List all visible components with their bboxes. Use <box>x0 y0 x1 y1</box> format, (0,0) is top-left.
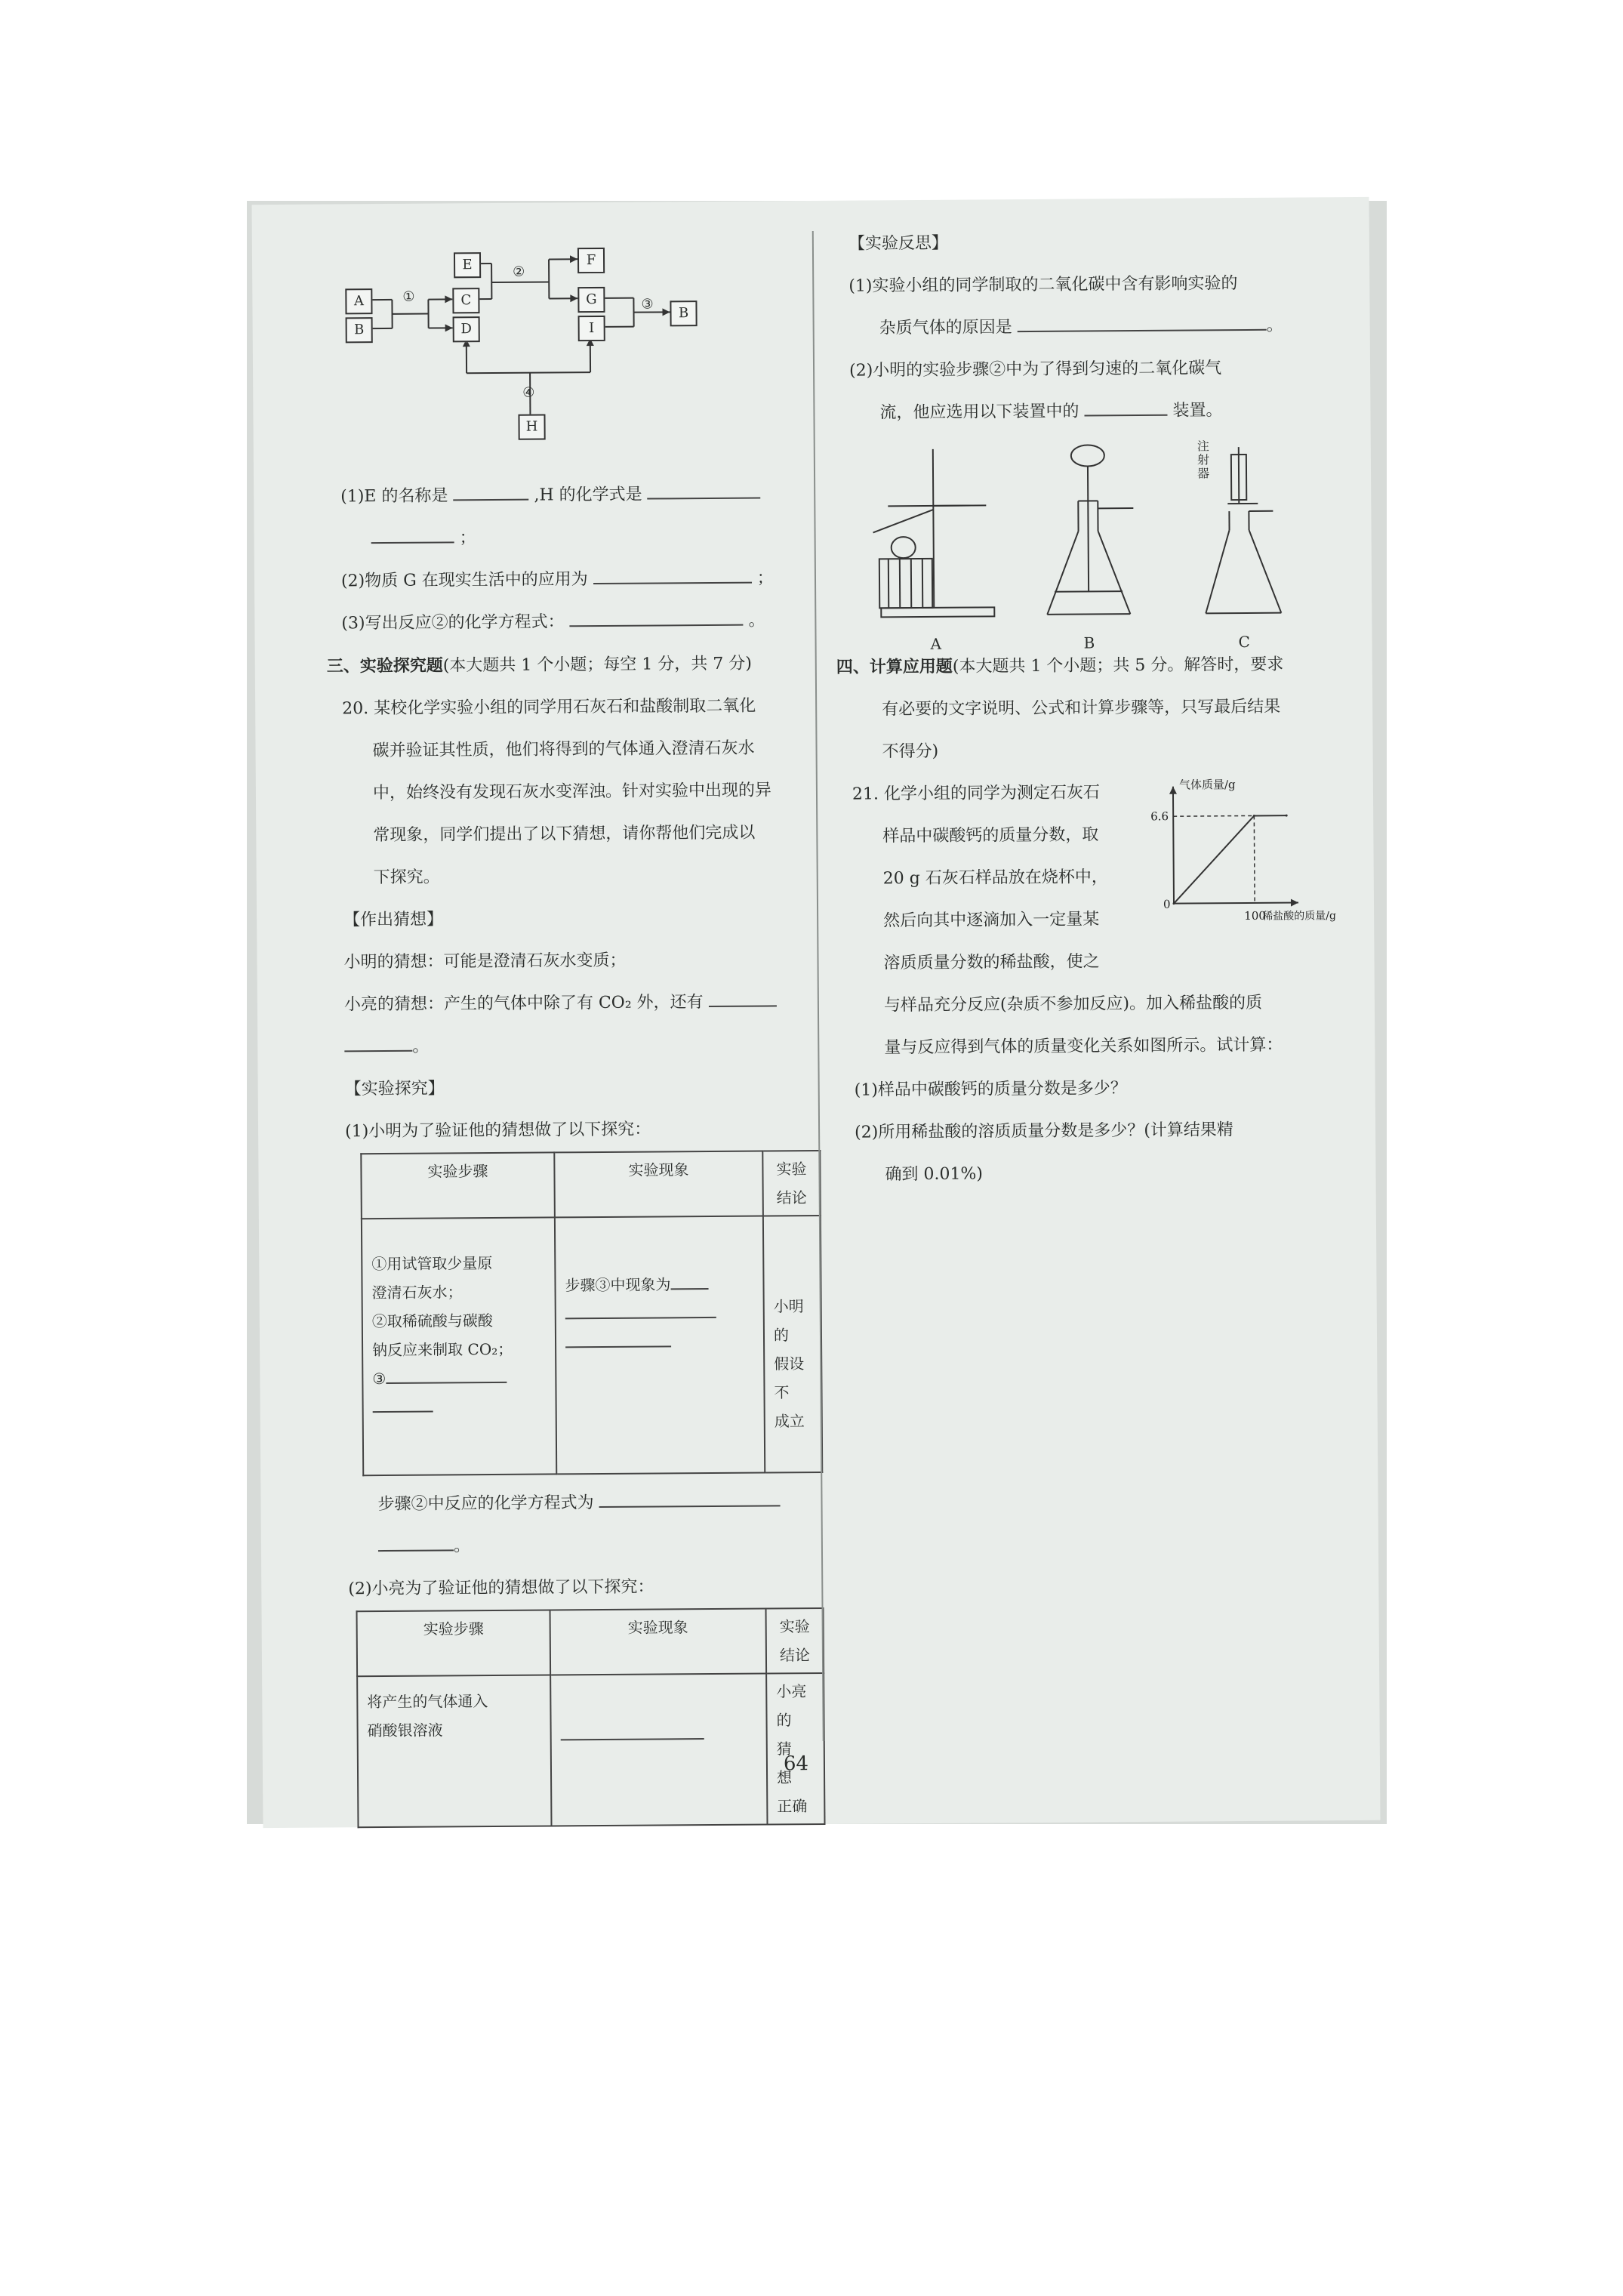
q19-part1-end: ； <box>459 529 476 548</box>
section3-note: (本大题共 1 个小题；每空 1 分，共 7 分) <box>442 654 753 676</box>
table1-step-3-label: ③ <box>372 1369 387 1388</box>
table2-conclusion-line-1: 小亮的 <box>776 1682 807 1730</box>
table1-header-row <box>361 1151 821 1219</box>
table1-row <box>362 1216 822 1475</box>
node-c: C <box>452 288 479 313</box>
chart-data-point <box>1286 815 1288 817</box>
section4-heading: 四、计算应用题 <box>836 656 953 677</box>
answer-blank-e-name[interactable] <box>453 482 528 501</box>
table1-step-line-6 <box>373 1392 547 1422</box>
apparatus-label-b: B <box>1083 633 1095 652</box>
reflection-item2-end: 装置。 <box>1172 401 1223 421</box>
answer-blank-apparatus-choice[interactable] <box>1084 398 1167 417</box>
apparatus-label-c: C <box>1238 632 1250 652</box>
apparatus-drawing <box>835 431 1320 646</box>
q21-line-4: 然后向其中逐滴加入一定量某 <box>883 910 1100 931</box>
reflection-item1-line-1: (1)实验小组的同学制取的二氧化碳中含有影响实验的 <box>848 274 1238 296</box>
table1-conclusion-cell <box>763 1216 822 1473</box>
section3-heading: 三、实验探究题 <box>326 655 443 676</box>
q19-part3-text: (3)写出反应②的化学方程式： <box>341 612 565 633</box>
answer-blank-table2-phenomenon[interactable] <box>561 1721 704 1740</box>
table1-phenomenon-text: 步骤③中现象为 <box>565 1275 671 1295</box>
answer-blank-g-use[interactable] <box>593 566 752 584</box>
table1-phenomenon-line <box>565 1270 753 1300</box>
flowchart-arrows <box>324 223 793 476</box>
table2-header-phenomenon: 实验现象 <box>550 1608 767 1675</box>
photo-frame <box>247 201 1387 1824</box>
reflection-item2-text: 流，他应选用以下装置中的 <box>879 402 1079 423</box>
reflection-item1-text: 杂质气体的原因是 <box>879 318 1012 338</box>
reaction-label-1: ① <box>402 288 415 305</box>
table1-header-steps: 实验步骤 <box>361 1152 555 1219</box>
answer-blank-step-3[interactable] <box>386 1365 507 1384</box>
table1-step-line-2: 澄清石灰水； <box>371 1283 463 1302</box>
chart-y-axis <box>1173 787 1174 904</box>
q19-part1-text-a: (1)E 的名称是 <box>340 486 448 507</box>
q20-intro-line-1: 20. 某校化学实验小组的同学用石灰石和盐酸制取二氧化 <box>342 696 756 719</box>
table2-header-conclusion: 实验结论 <box>766 1608 824 1674</box>
node-b: B <box>346 317 373 343</box>
table1-conclusion-line-3: 成立 <box>774 1412 805 1431</box>
q21-sub1: (1)样品中碳酸钙的质量分数是多少？ <box>854 1079 1127 1100</box>
q19-part1-continued <box>325 515 854 561</box>
table2-conclusion-line-2: 猜 想 <box>776 1740 807 1787</box>
chart-y-arrow <box>1169 787 1177 794</box>
section4-note-3: 不得分) <box>882 741 939 762</box>
q19-part1-text-b: ,H 的化学式是 <box>534 485 642 505</box>
q20-intro-line-4: 常现象，同学们提出了以下猜想，请你帮他们完成以 <box>373 823 756 846</box>
q19-part2-text: (2)物质 G 在现实生活中的应用为 <box>340 570 588 591</box>
q21-line-3: 20 g 石灰石样品放在烧杯中， <box>882 868 1108 889</box>
table1-header-conclusion: 实验结论 <box>762 1151 821 1216</box>
table2-step-line-1: 将产生的气体通入 <box>367 1692 488 1712</box>
page-number: 64 <box>783 1752 809 1776</box>
table1-phenomenon-line-3 <box>565 1327 754 1358</box>
table2-header-row <box>357 1608 824 1676</box>
table1-step-line-1: ①用试管取少量原 <box>371 1254 493 1274</box>
reaction-label-2: ② <box>513 264 525 280</box>
table2-steps-cell <box>357 1675 551 1827</box>
section4-note-1: (本大题共 1 个小题；共 5 分。解答时，要求 <box>952 655 1284 676</box>
answer-blank-other-gas-cont[interactable] <box>344 1034 412 1052</box>
table2-conclusion-cell <box>766 1673 824 1825</box>
chart-x-arrow <box>1291 899 1298 907</box>
node-e: E <box>454 252 481 278</box>
table1-phenomenon-cell <box>555 1216 765 1474</box>
section3-heading-line <box>327 642 855 689</box>
q21-sub2-line-2: 确到 0.01%) <box>885 1164 984 1185</box>
reflection-item2-line-1: (2)小明的实验步骤②中为了得到匀速的二氧化碳气 <box>848 359 1222 381</box>
q21-sub2-line-1: (2)所用稀盐酸的溶质质量分数是多少？(计算结果精 <box>855 1120 1233 1142</box>
hypothesis-heading: 【作出猜想】 <box>343 910 444 930</box>
reaction-label-4: ④ <box>522 384 535 401</box>
reflection-item2-line-2 <box>834 389 1347 435</box>
table2-row <box>357 1673 824 1827</box>
table1-phenomenon-line-2 <box>565 1299 754 1329</box>
q19-part3-end: 。 <box>748 611 765 630</box>
q19-part2 <box>326 557 855 603</box>
answer-blank-other-gas[interactable] <box>708 988 776 1007</box>
chart-data-point <box>1172 902 1175 905</box>
node-b-product: B <box>670 300 697 326</box>
xiaoming-hypothesis: 小明的猜想：可能是澄清石灰水变质； <box>343 951 627 972</box>
xiaoliang-hypothesis <box>329 981 858 1027</box>
table2-step-line-2: 硝酸银溶液 <box>367 1721 443 1740</box>
reaction-label-3: ③ <box>641 296 654 313</box>
table2-header-steps: 实验步骤 <box>357 1610 551 1676</box>
exam-page <box>252 197 1381 1828</box>
answer-blank-impurity-reason[interactable] <box>1018 313 1267 332</box>
table1-step-line-4: 钠反应来制取 CO₂； <box>372 1339 513 1360</box>
syringe-label: 注射器 <box>1196 439 1210 481</box>
table1-conclusion-line-1: 小明的 <box>773 1297 804 1345</box>
answer-blank-step-3-cont[interactable] <box>373 1395 433 1413</box>
answer-blank-equation-step-2-cont[interactable] <box>378 1533 454 1552</box>
explore-heading: 【实验探究】 <box>344 1079 445 1099</box>
xiaoliang-hypothesis-text: 小亮的猜想：产生的气体中除了有 CO₂ 外，还有 <box>343 993 704 1015</box>
equation-line <box>332 1481 861 1527</box>
q20-intro-line-2: 碳并验证其性质，他们将得到的气体通入澄清石灰水 <box>372 738 755 761</box>
q19-part1 <box>325 473 854 519</box>
answer-blank-equation-step-2[interactable] <box>599 1488 780 1508</box>
apparatus-label-a: A <box>930 634 942 653</box>
chart-y-tick-label: 6.6 <box>1150 809 1169 824</box>
node-g: G <box>577 287 605 313</box>
gas-mass-chart <box>1143 770 1337 938</box>
answer-blank-phenomenon[interactable] <box>670 1271 708 1290</box>
q19-part3 <box>326 599 855 646</box>
part2-intro: (2)小亮为了验证他的猜想做了以下探究： <box>348 1577 654 1599</box>
equation-line-text: 步骤②中反应的化学方程式为 <box>377 1493 594 1515</box>
answer-blank-phenomenon-3[interactable] <box>565 1329 671 1348</box>
q20-intro-line-3: 中，始终没有发现石灰水变浑浊。针对实验中出现的异 <box>372 781 772 803</box>
experiment-table-1 <box>360 1150 823 1476</box>
table1-steps-cell <box>362 1217 556 1475</box>
q20-intro-line-5: 下探究。 <box>373 868 440 888</box>
q21-line-6: 与样品充分反应(杂质不参加反应)。加入稀盐酸的质 <box>883 993 1263 1015</box>
q19-part2-end: ； <box>756 569 774 588</box>
answer-blank-h-formula-cont[interactable] <box>371 525 454 544</box>
table1-conclusion-line-2: 假设不 <box>774 1354 805 1402</box>
node-i: I <box>578 316 605 341</box>
apparatus-figure <box>835 431 1320 653</box>
q21-line-5: 溶质质量分数的稀盐酸，使之 <box>883 952 1100 973</box>
node-d: D <box>453 316 480 342</box>
chart-guide-vertical <box>1254 815 1255 902</box>
xiaoliang-hypothesis-continued: 。 <box>329 1023 858 1069</box>
node-f: F <box>577 248 605 273</box>
chart-x-tick-label: 100 <box>1244 908 1266 923</box>
table1-step-line-3: ②取稀硫酸与碳酸 <box>371 1311 493 1331</box>
table1-step-line-5 <box>372 1364 546 1394</box>
answer-blank-h-formula[interactable] <box>647 480 760 499</box>
section4-note-2: 有必要的文字说明、公式和计算步骤等，只写最后结果 <box>882 697 1281 720</box>
equation-line-continued: 。 <box>333 1523 861 1569</box>
chart-x-label: 稀盐酸的质量/g <box>1262 910 1337 923</box>
q21-line-2: 样品中碳酸钙的质量分数，取 <box>882 825 1099 846</box>
table2-phenomenon-cell <box>550 1673 767 1826</box>
chart-guide-horizontal <box>1173 815 1254 816</box>
right-column <box>833 220 1354 1197</box>
table2-conclusion-line-3: 正确 <box>777 1797 808 1816</box>
flowchart <box>324 223 793 476</box>
reflection-item1-line-2: 杂质气体的原因是 。 <box>833 304 1347 350</box>
chart-x-axis <box>1174 903 1298 904</box>
table1-header-phenomenon: 实验现象 <box>554 1151 763 1217</box>
answer-blank-phenomenon-2[interactable] <box>565 1300 716 1319</box>
q21-line-7: 量与反应得到气体的质量变化关系如图所示。试计算： <box>884 1035 1283 1058</box>
answer-blank-equation-2[interactable] <box>569 608 743 627</box>
chart-origin-label: 0 <box>1163 897 1171 911</box>
left-column <box>324 223 864 1829</box>
chart-y-label: 气体质量/g <box>1178 778 1236 792</box>
experiment-table-2 <box>356 1607 826 1828</box>
q21-block <box>837 770 1353 1070</box>
part1-intro: (1)小明为了验证他的猜想做了以下探究： <box>344 1120 651 1142</box>
node-a: A <box>345 288 372 314</box>
node-h: H <box>518 414 545 439</box>
chart-series-line <box>1173 815 1287 904</box>
reflection-heading: 【实验反思】 <box>848 233 948 254</box>
q21-line-1: 21. 化学小组的同学为测定石灰石 <box>852 783 1101 804</box>
